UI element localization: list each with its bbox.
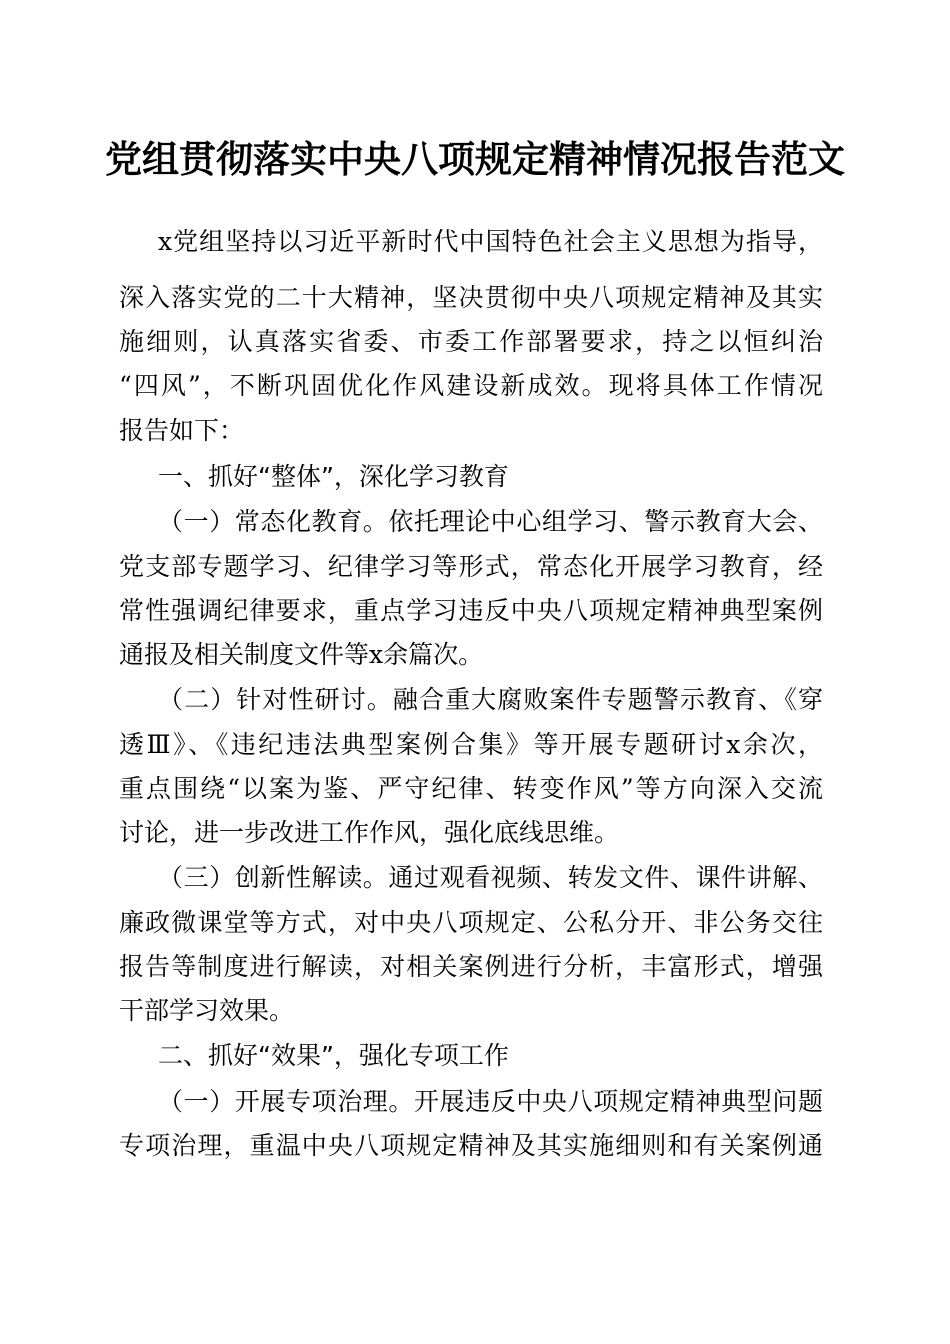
section-1-item-2-line-2: 透Ⅲ》、《违纪违法典型案例合集》等开展专题研讨x余次， bbox=[119, 730, 823, 759]
section-2-heading: 二、抓好“效果”，强化专项工作 bbox=[158, 1041, 509, 1070]
section-1-item-2-first-line bbox=[158, 678, 823, 722]
section-1-item-1-line-3: 常性强调纪律要求，重点学习违反中央八项规定精神典型案例 bbox=[119, 596, 823, 625]
section-1-item-1-text: 依托理论中心组学习、警示教育大会、 bbox=[388, 507, 823, 536]
section-1-item-3-line-4: 干部学习效果。 bbox=[119, 996, 295, 1025]
section-1-heading: 一、抓好“整体”，深化学习教育 bbox=[158, 462, 509, 491]
section-2-item-1-lead: （一）开展专项治理。 bbox=[158, 1087, 414, 1116]
intro-line-4: “四风”，不断巩固优化作风建设新成效。现将具体工作情况 bbox=[119, 371, 823, 400]
section-1-item-2-lead: （二）针对性研讨。 bbox=[158, 685, 393, 714]
section-1-item-3-line-2: 廉政微课堂等方式，对中央八项规定、公私分开、非公务交往 bbox=[119, 908, 823, 937]
section-1-item-2-line-4: 讨论，进一步改进工作作风，强化底线思维。 bbox=[119, 818, 620, 847]
section-2-item-1-line-2: 专项治理，重温中央八项规定精神及其实施细则和有关案例通 bbox=[119, 1131, 823, 1160]
section-1-item-2-text: 融合重大腐败案件专题警示教育、《穿 bbox=[392, 685, 823, 714]
section-1-item-3-line-3: 报告等制度进行解读，对相关案例进行分析，丰富形式，增强 bbox=[119, 952, 823, 981]
intro-line-2: 深入落实党的二十大精神，坚决贯彻中央八项规定精神及其实 bbox=[119, 283, 823, 312]
section-1-item-3-lead: （三）创新性解读。 bbox=[158, 863, 389, 892]
section-2-item-1-first-line bbox=[158, 1080, 823, 1124]
document-title: 党组贯彻落实中央八项规定精神情况报告范文 bbox=[105, 137, 845, 181]
section-2-item-1-text: 开展违反中央八项规定精神典型问题 bbox=[414, 1087, 823, 1116]
section-1-item-3-text: 通过观看视频、转发文件、课件讲解、 bbox=[388, 863, 823, 892]
section-1-item-1-line-4: 通报及相关制度文件等x余篇次。 bbox=[119, 640, 484, 669]
intro-line-5: 报告如下： bbox=[119, 416, 245, 445]
section-1-item-1-first-line bbox=[158, 500, 823, 544]
section-1-item-1-line-2: 党支部专题学习、纪律学习等形式，常态化开展学习教育，经 bbox=[119, 552, 823, 581]
section-1-item-2-line-3: 重点围绕“以案为鉴、严守纪律、转变作风”等方向深入交流 bbox=[119, 774, 823, 803]
intro-line-1: x党组坚持以习近平新时代中国特色社会主义思想为指导， bbox=[158, 227, 823, 256]
section-1-item-1-lead: （一）常态化教育。 bbox=[158, 507, 389, 536]
section-1-item-3-first-line bbox=[158, 856, 823, 900]
intro-line-3: 施细则，认真落实省委、市委工作部署要求，持之以恒纠治 bbox=[119, 327, 823, 356]
